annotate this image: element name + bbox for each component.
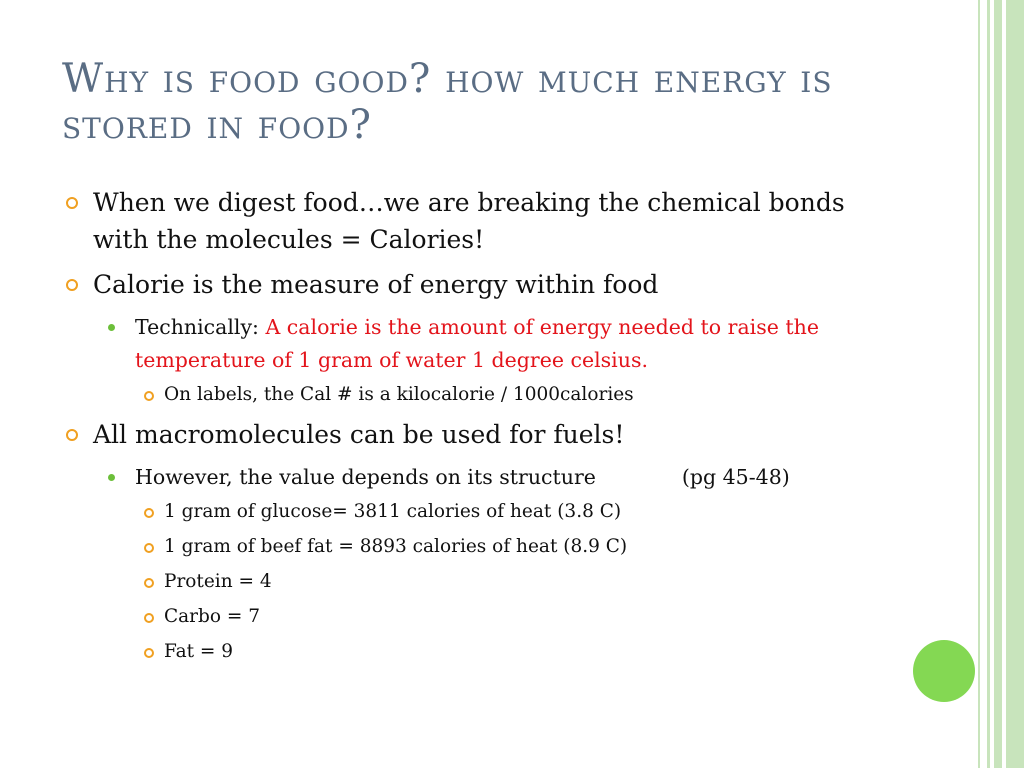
ring-bullet-icon (144, 578, 154, 588)
ring-bullet-icon (66, 429, 78, 441)
slide-content (66, 184, 866, 673)
bullet-text: Protein = 4 (164, 571, 272, 592)
slide-title: Why is food good? how much energy is stored in food? (62, 56, 833, 148)
definition-highlight: A calorie is the amount of energy needed to raise the temperature of 1 gram of water 1 degree celsius. (135, 315, 819, 372)
stripe (994, 0, 1002, 768)
bullet-text: On labels, the Cal # is a kilocalorie / 1000calories (164, 384, 634, 405)
bullet-text: 1 gram of glucose= 3811 calories of heat (3.8 C) (164, 501, 622, 522)
bullet-text: Technically: (135, 315, 266, 339)
bullet-text: When we digest food…we are breaking the chemical bonds with the molecules = Calories! (93, 188, 845, 254)
stripe (987, 0, 990, 768)
ring-bullet-icon (144, 613, 154, 623)
ring-bullet-icon (66, 279, 78, 291)
bullet-text: Fat = 9 (164, 641, 234, 662)
bullet-level3 (144, 603, 866, 631)
bullet-level3 (144, 498, 866, 526)
stripe (978, 0, 980, 768)
dot-bullet-icon (108, 324, 115, 331)
ring-bullet-icon (144, 508, 154, 518)
bullet-level1 (66, 266, 866, 303)
bullet-level3 (144, 381, 866, 409)
bullet-text: All macromolecules can be used for fuels! (93, 420, 625, 449)
ring-bullet-icon (66, 197, 78, 209)
bullet-level2 (108, 461, 866, 494)
bullet-text: However, the value depends on its structure (135, 465, 596, 489)
bullet-level3 (144, 638, 866, 666)
bullet-text: Carbo = 7 (164, 606, 261, 627)
bullet-text: 1 gram of beef fat = 8893 calories of heat (8.9 C) (164, 536, 628, 557)
bullet-level3 (144, 533, 866, 561)
bullet-text: Calorie is the measure of energy within food (93, 270, 659, 299)
ring-bullet-icon (144, 648, 154, 658)
dot-bullet-icon (108, 474, 115, 481)
decorative-green-dot (913, 640, 975, 702)
bullet-level3 (144, 568, 866, 596)
page-reference: (pg 45-48) (681, 465, 790, 489)
ring-bullet-icon (144, 391, 154, 401)
decorative-stripes (978, 0, 1024, 768)
bullet-level1 (66, 184, 866, 258)
bullet-level1 (66, 416, 866, 453)
stripe (1006, 0, 1024, 768)
bullet-level2 (108, 311, 866, 377)
ring-bullet-icon (144, 543, 154, 553)
